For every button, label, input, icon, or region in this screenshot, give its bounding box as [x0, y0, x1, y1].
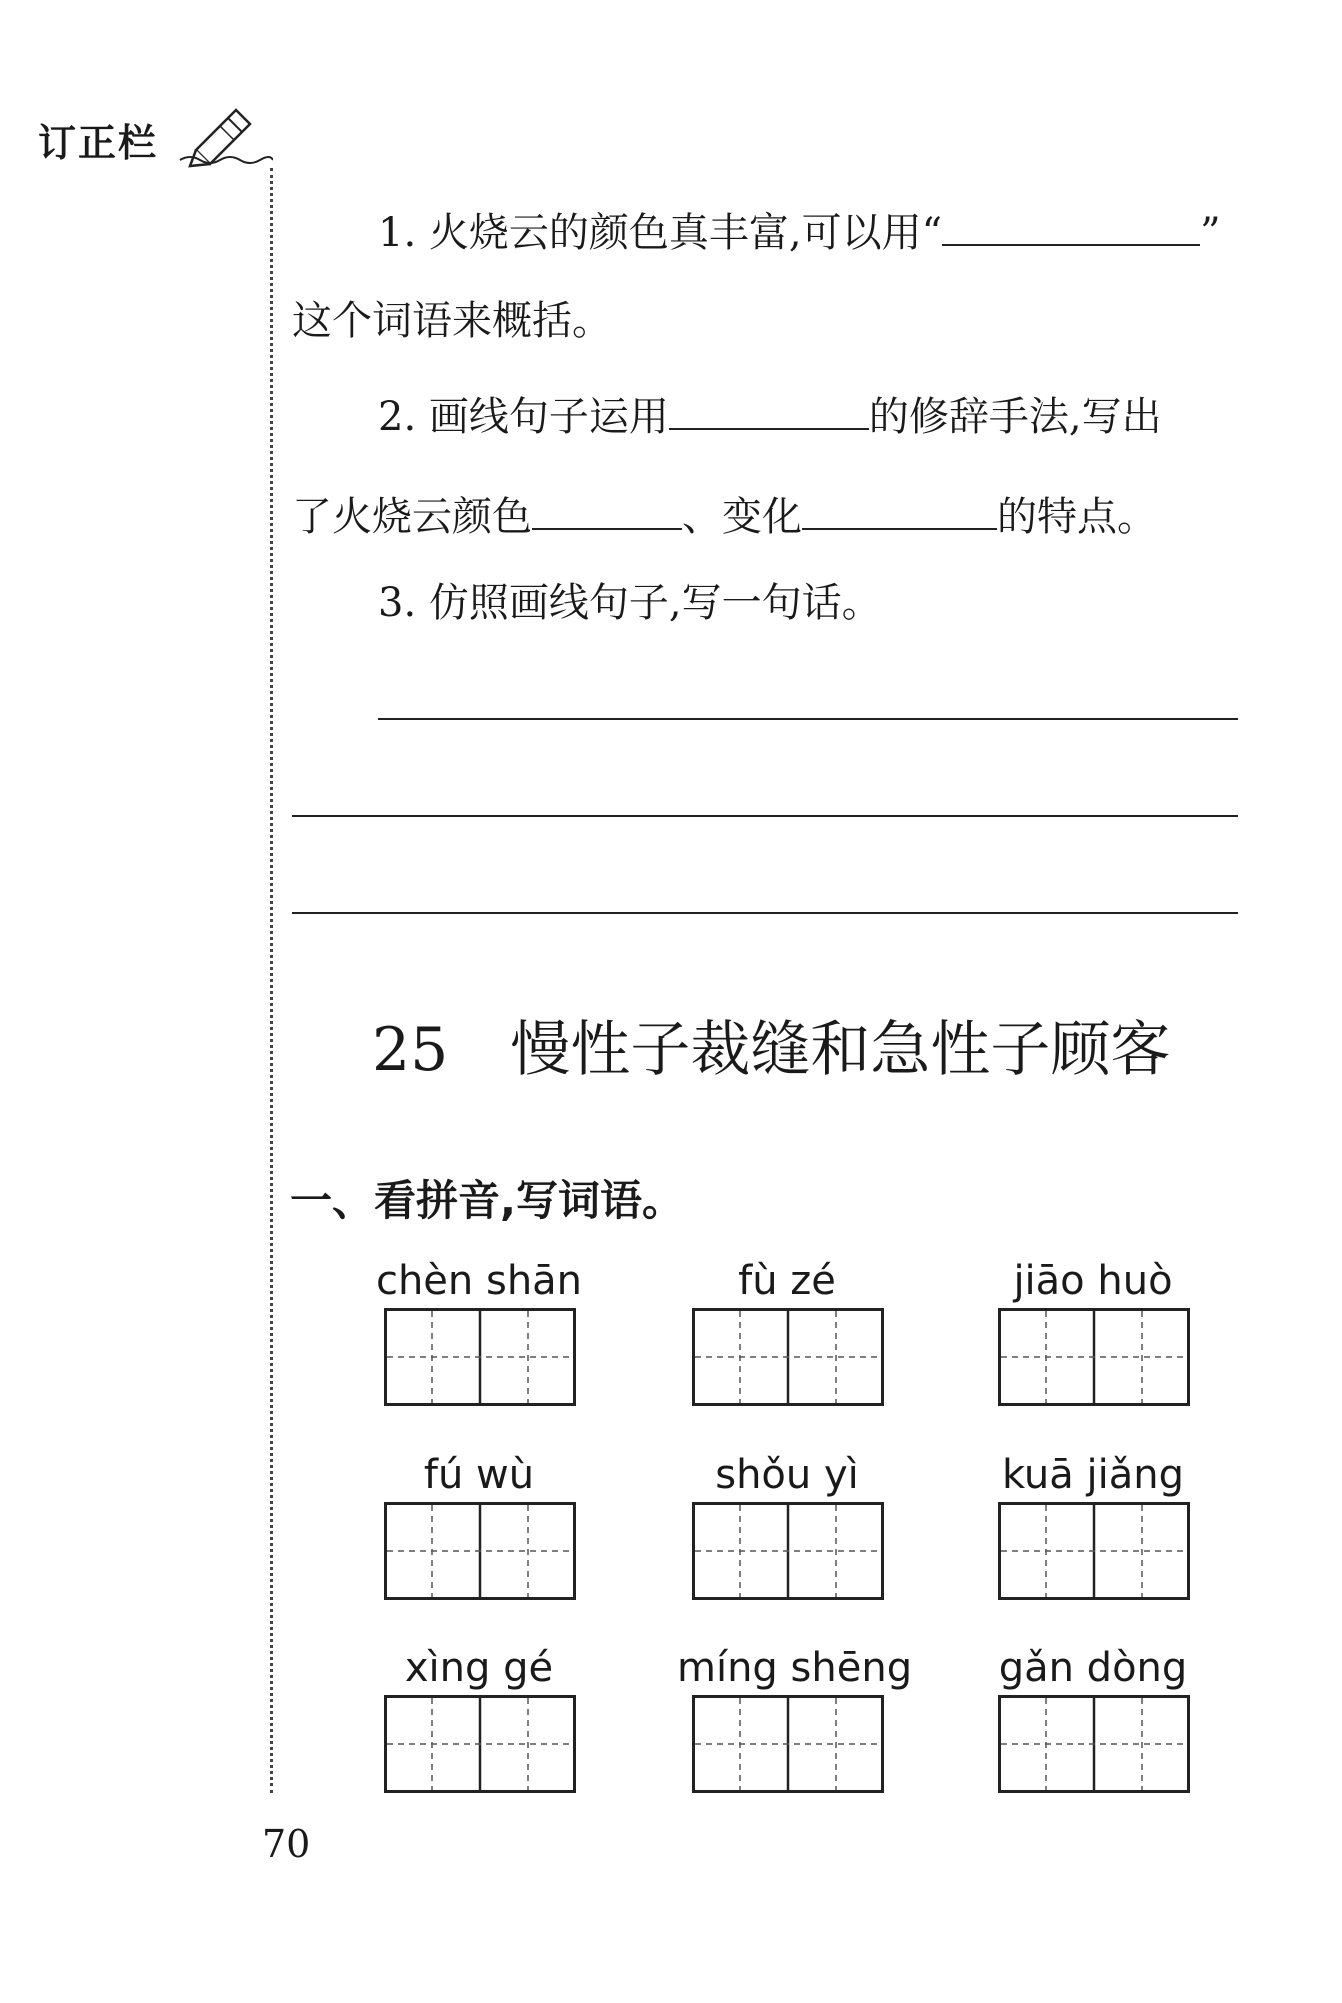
pinyin-label: kuā jiǎng	[1002, 1452, 1184, 1498]
question-3-line	[378, 578, 882, 628]
tianzige-writing-box[interactable]	[384, 1695, 576, 1793]
pinyin-label: shǒu yì	[715, 1452, 859, 1498]
answer-line-2[interactable]	[292, 815, 1238, 817]
question-2-blank-change[interactable]	[802, 494, 997, 530]
question-1-blank[interactable]	[942, 210, 1200, 246]
question-1-number: 1.	[378, 210, 417, 256]
tianzige-writing-box[interactable]	[692, 1502, 884, 1600]
question-2-text-before: 画线句子运用	[428, 394, 669, 440]
page-number: 70	[262, 1822, 311, 1866]
tianzige-writing-box[interactable]	[384, 1308, 576, 1406]
pinyin-label: xìng gé	[404, 1645, 554, 1691]
lesson-name: 慢性子裁缝和急性子顾客	[510, 1015, 1171, 1085]
pinyin-label: fú wù	[423, 1452, 535, 1498]
question-2-number: 2.	[378, 394, 417, 440]
question-1-line-1	[378, 208, 1221, 258]
question-1-line-2: 这个词语来概括。	[292, 298, 612, 344]
pinyin-label: gǎn dòng	[998, 1645, 1188, 1691]
correction-column-title: 订正栏	[38, 121, 159, 165]
answer-line-1[interactable]	[378, 718, 1238, 720]
question-3-number: 3.	[378, 580, 417, 626]
tianzige-writing-box[interactable]	[998, 1502, 1190, 1600]
pinyin-label: míng shēng	[677, 1645, 913, 1691]
question-2-blank-rhetoric[interactable]	[669, 394, 869, 430]
pinyin-label: chèn shān	[375, 1258, 583, 1304]
question-2-text-after: 的修辞手法,写出	[868, 394, 1162, 440]
question-2-line-2	[292, 492, 1157, 542]
tianzige-writing-box[interactable]	[692, 1695, 884, 1793]
question-2-line-1	[378, 392, 1162, 442]
answer-line-3[interactable]	[292, 912, 1238, 914]
margin-dotted-rule	[270, 168, 273, 1793]
tianzige-writing-box[interactable]	[998, 1308, 1190, 1406]
question-2-blank-color[interactable]	[532, 494, 682, 530]
lesson-title	[372, 1002, 1170, 1088]
pinyin-label: jiāo huò	[1013, 1258, 1173, 1304]
section-heading: 一、看拼音,写词语。	[290, 1176, 684, 1225]
question-2-text-change: 、变化	[682, 494, 802, 540]
pencil-icon	[178, 98, 273, 168]
lesson-number: 25	[372, 1015, 449, 1085]
question-3-text: 仿照画线句子,写一句话。	[428, 580, 882, 626]
question-2-text-color: 了火烧云颜色	[292, 494, 532, 540]
question-2-text-end: 的特点。	[997, 494, 1157, 540]
question-1-text-after: ”	[1200, 210, 1221, 256]
tianzige-writing-box[interactable]	[384, 1502, 576, 1600]
tianzige-writing-box[interactable]	[692, 1308, 884, 1406]
tianzige-writing-box[interactable]	[998, 1695, 1190, 1793]
question-1-text-before: 火烧云的颜色真丰富,可以用“	[428, 210, 943, 256]
pinyin-label: fù zé	[738, 1258, 836, 1304]
